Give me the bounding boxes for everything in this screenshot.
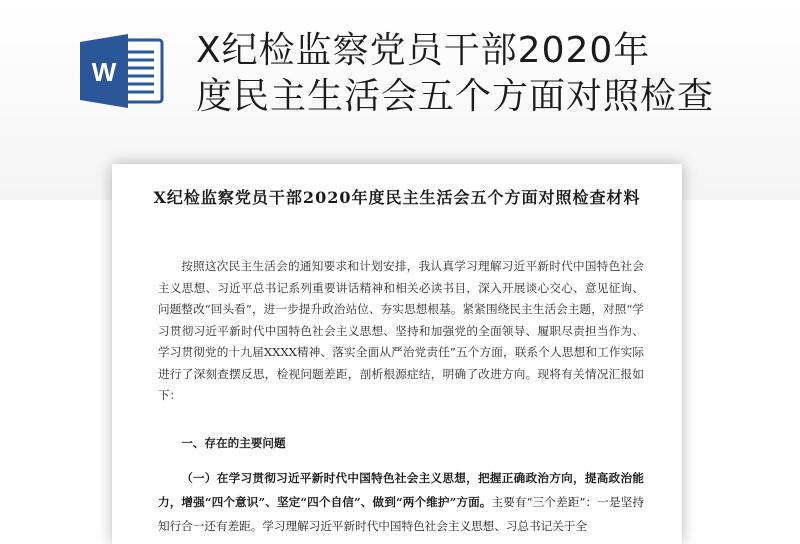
subsection-text: 主要有“三个差距”：一是坚持知行合一还有差距。学习理解习近平新时代中国特色社会主义思想、习总书记关于全 xyxy=(158,495,645,533)
document-page-preview xyxy=(112,164,682,544)
document-title: X纪检监察党员干部2020年度民主生活会五个方面对照检查材料 xyxy=(153,188,641,207)
intro-paragraph: 按照这次民主生活会的通知要求和计划安排，我认真学习理解习近平新时代中国特色社会主义思想、习近平总书记系列重要讲话精神和相关必读书目，深入开展谈心交心、意见征询、问题整改“回头看”，进一步提升政治站位、夯实思想根基。紧紧围绕民主生活会主题，对照“学习贯彻习近平新时代中国特色社会主义思想、坚持和加强党的全面领导、履职尽责担当作为、学习贯彻党的十九届XXXX精神、落实全面从严治党责任”五个方面，联系个人思想和工作实际进行了深刻查摆反思，检视问题差距，剖析根源症结，明确了改进方向。现将有关情况汇报如下： xyxy=(158,259,644,402)
page-title-line-2: 度民主生活会五个方面对照检查 xyxy=(196,76,715,117)
page-title xyxy=(196,28,776,120)
subsection-paragraph xyxy=(158,466,644,538)
page-title-line-1: X纪检监察党员干部2020年 xyxy=(196,30,651,71)
section-heading: 一、存在的主要问题 xyxy=(181,436,286,450)
subsection-heading: （一）在学习贯彻习近平新时代中国特色社会主义思想，把握正确政治方向，提高政治能力，增强“四个意识”、坚定“四个自信”、做到“两个维护”方面。 xyxy=(158,471,644,509)
word-icon-letter: W xyxy=(91,57,117,87)
microsoft-word-icon xyxy=(76,32,170,110)
